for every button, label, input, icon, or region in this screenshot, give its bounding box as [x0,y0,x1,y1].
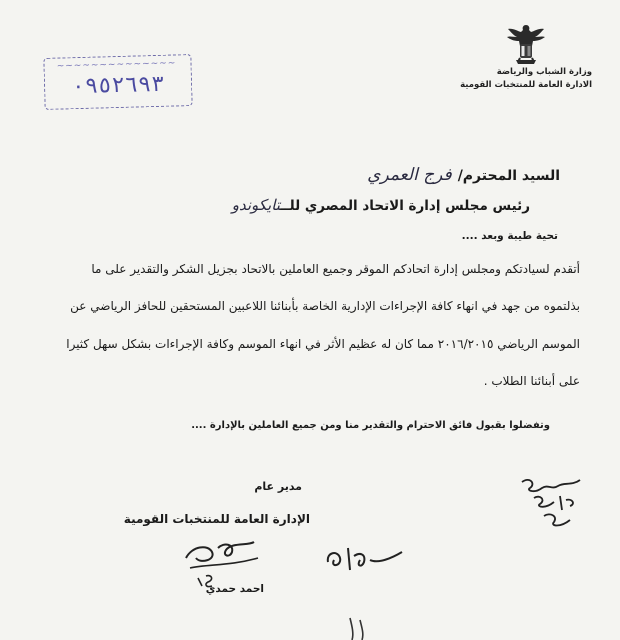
paragraph-line: أتقدم لسيادتكم ومجلس إدارة اتحادكم الموقر وجميع العاملين بالاتحاد بجزيل الشكر والتقدير على ما [91,262,580,276]
signature-director-scribble [178,528,268,590]
stamp-top-text: ~~~~~~~~~~~~~~ [56,58,177,72]
recipient-sport-handwritten: تايكوندو [231,196,281,214]
closing-line: وتفضلوا بقبول فائق الاحترام والتقدير منا ومن جميع العاملين بالإدارة .... [191,420,550,431]
department-name: الادارة العامة للمنتخبات القومية [460,80,592,90]
bottom-mark-scribble [340,616,380,640]
salutation: السيد المحترم/ [457,168,560,184]
stamp-number: ٠٩٥٢٦٩٣ [71,71,165,100]
paragraph-line: على أبنائنا الطلاب . [483,374,580,388]
incoming-stamp [43,54,192,110]
signatory-title: مدير عام [254,480,302,493]
greeting: تحية طيبة وبعد .... [461,230,558,242]
recipient-line [232,196,530,214]
addressee-handwritten: فرج العمري [367,165,452,185]
paragraph-line: بذلتموه من جهد في انهاء كافة الإجراءات الإدارية الخاصة بأبنائنا اللاعبين المستحقين للحافز الرياضي عن [70,299,580,313]
signatory-department: الإدارة العامة للمنتخبات القومية [123,512,310,526]
eagle-emblem-icon [504,22,548,68]
salutation-line [367,165,560,185]
signature-right-scribble [514,470,588,534]
ministry-header [432,66,592,92]
signatory-name: احمد حمدي [205,583,264,595]
ministry-name: وزارة الشباب والرياضة [496,67,592,77]
paragraph-line: الموسم الرياضي ٢٠١٦/٢٠١٥ مما كان له عظيم الأثر في انهاء الموسم وكافة الإجراءات بشكل سهل كثيرا [66,337,580,351]
recipient-title: رئيس مجلس إدارة الاتحاد المصري للــ [280,198,530,214]
signature-middle-scribble [318,534,410,584]
